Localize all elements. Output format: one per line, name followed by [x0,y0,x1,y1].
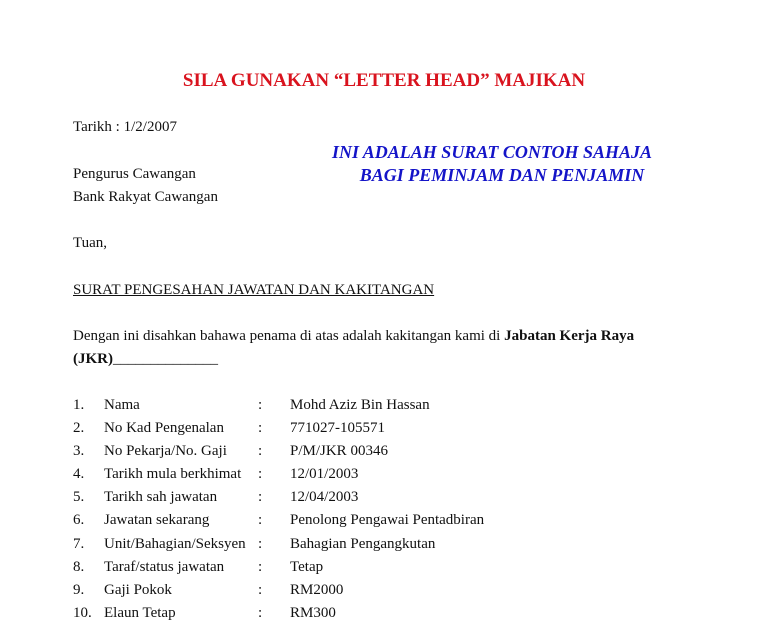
body-paragraph-line-1 [73,328,634,345]
detail-row-unit [73,536,693,559]
recipient-bank: Bank Rakyat Cawangan [73,189,218,205]
detail-colon: : [258,558,263,575]
detail-colon: : [258,420,263,437]
detail-row-start-date [73,466,693,489]
body-paragraph-line-2 [73,351,218,368]
detail-row-employee-number [73,443,693,466]
detail-label: Unit/Bahagian/Seksyen [104,535,246,552]
detail-colon: : [258,466,263,483]
detail-label: No Kad Pengenalan [104,420,224,437]
sample-note-line-2: BAGI PEMINJAM DAN PENJAMIN [359,165,645,185]
detail-number: 5. [73,489,85,506]
detail-row-basic-salary [73,582,693,605]
detail-colon: : [258,512,263,529]
detail-label: Tarikh mula berkhimat [104,466,242,483]
detail-value: Bahagian Pengangkutan [290,535,436,552]
detail-value: Penolong Pengawai Pentadbiran [290,512,485,529]
department-name: Jabatan Kerja Raya [504,328,635,344]
detail-label: Taraf/status jawatan [104,558,225,575]
detail-number: 8. [73,558,85,575]
detail-value: RM300 [290,604,336,621]
salutation: Tuan, [73,235,108,251]
department-abbrev: (JKR) [73,351,113,367]
detail-label: Elaun Tetap [104,604,176,621]
detail-number: 7. [73,535,85,552]
detail-value: 12/01/2003 [290,466,359,483]
letter-date: Tarikh : 1/2/2007 [73,119,177,135]
detail-colon: : [258,443,263,460]
detail-row-position [73,512,693,535]
detail-number: 4. [73,466,85,483]
fill-in-blank: ______________ [113,351,218,367]
letterhead-instruction: SILA GUNAKAN “LETTER HEAD” MAJIKAN [182,70,586,91]
detail-row-fixed-allowance [73,605,693,628]
detail-label: Gaji Pokok [104,581,172,598]
detail-number: 6. [73,512,85,529]
employee-details-list [73,397,693,628]
detail-number: 2. [73,420,85,437]
detail-label: Tarikh sah jawatan [104,489,218,506]
detail-number: 1. [73,397,85,413]
detail-colon: : [258,489,263,506]
detail-value: 12/04/2003 [290,489,359,506]
detail-value: Tetap [290,558,324,575]
detail-row-status [73,559,693,582]
detail-number: 3. [73,443,85,460]
detail-label: Jawatan sekarang [104,512,210,529]
detail-colon: : [258,581,263,598]
letter-subject: SURAT PENGESAHAN JAWATAN DAN KAKITANGAN [73,282,435,298]
detail-colon: : [258,535,263,552]
detail-label: No Pekarja/No. Gaji [104,443,227,460]
recipient-title: Pengurus Cawangan [73,166,196,182]
sample-note-line-1: INI ADALAH SURAT CONTOH SAHAJA [331,142,653,162]
detail-row-name [73,397,693,420]
detail-number: 10. [73,604,92,621]
detail-colon: : [258,604,263,621]
detail-label: Nama [104,397,140,413]
detail-value: 771027-105571 [290,420,385,437]
detail-value: Mohd Aziz Bin Hassan [290,397,430,413]
detail-value: P/M/JKR 00346 [290,443,388,460]
detail-row-confirmation-date [73,489,693,512]
detail-number: 9. [73,581,85,598]
body-text: Dengan ini disahkan bahawa penama di atas adalah kakitangan kami di [73,328,505,344]
detail-colon: : [258,397,263,413]
sample-letter-note [300,141,684,187]
detail-value: RM2000 [290,581,344,598]
detail-row-ic-number [73,420,693,443]
